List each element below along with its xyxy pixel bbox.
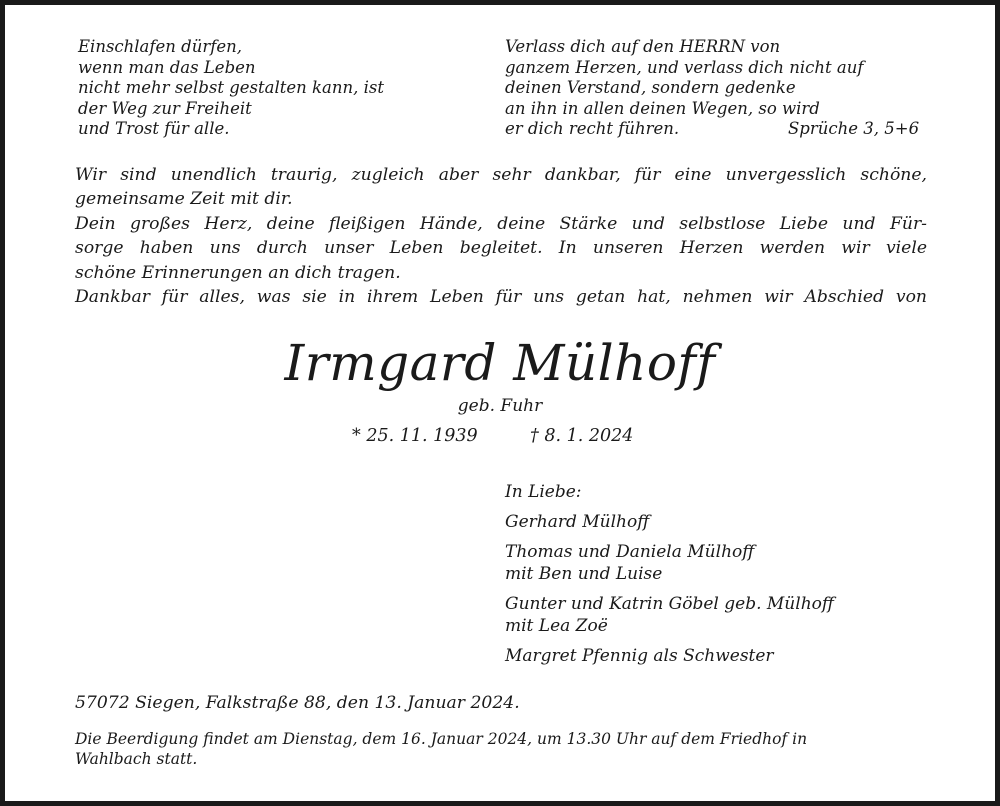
death-date: † 8. 1. 2024 — [530, 426, 634, 446]
funeral-line: Wahlbach statt. — [75, 749, 198, 768]
verse-reference: Sprüche 3, 5+6 — [788, 119, 920, 139]
message-line: sorge haben uns durch unser Leben begleitet. In unseren Herzen werden wir viele — [75, 238, 927, 259]
message-line: Wir sind unendlich traurig, zugleich aber sehr dankbar, für eine unvergesslich schöne, — [75, 165, 927, 185]
mourners-intro: In Liebe: — [505, 482, 582, 502]
mourner-name: Gunter und Katrin Göbel geb. Mülhoff — [505, 594, 834, 614]
verse-right-line: deinen Verstand, sondern gedenke — [505, 78, 796, 98]
birth-name: geb. Fuhr — [457, 396, 543, 416]
verse-left-line: wenn man das Leben — [78, 57, 256, 77]
mourner-name: Thomas und Daniela Mülhoff — [505, 542, 755, 562]
birth-date: * 25. 11. 1939 — [352, 426, 478, 446]
funeral-notice — [75, 730, 927, 769]
message — [75, 163, 927, 309]
message-line: Dankbar für alles, was sie in ihrem Leben für uns getan hat, nehmen wir Abschied von — [75, 286, 927, 307]
verse-left-line: nicht mehr selbst gestalten kann, ist — [78, 78, 384, 98]
message-line: schöne Erinnerungen an dich tragen. — [75, 262, 401, 283]
verse-left-line: Einschlafen dürfen, — [78, 37, 242, 56]
message-line: gemeinsame Zeit mit dir. — [75, 189, 293, 210]
verse-right — [505, 37, 920, 140]
verse-right-line: an ihn in allen deinen Wegen, so wird — [505, 98, 820, 118]
place-and-date: 57072 Siegen, Falkstraße 88, den 13. Januar 2024. — [75, 693, 520, 713]
mourner-name: Gerhard Mülhoff — [505, 512, 650, 532]
verse-left-line: der Weg zur Freiheit — [78, 98, 252, 118]
verse-right-line — [505, 119, 920, 140]
mourners-list — [505, 481, 834, 667]
verse-left-line: und Trost für alle. — [78, 119, 230, 139]
mourner-name: mit Lea Zoë — [505, 616, 608, 636]
mourner-name: mit Ben und Luise — [505, 564, 663, 584]
mourner-name: Margret Pfennig als Schwester — [505, 646, 774, 666]
verse-right-line: Verlass dich auf den HERRN von — [505, 37, 781, 56]
deceased-name: Irmgard Mülhoff — [284, 334, 716, 392]
message-line: Dein großes Herz, deine fleißigen Hände, deine Stärke und selbstlose Liebe und Für- — [75, 213, 927, 234]
verse-right-line: ganzem Herzen, und verlass dich nicht auf — [505, 57, 864, 77]
funeral-line: Die Beerdigung findet am Dienstag, dem 16. Januar 2024, um 13.30 Uhr auf dem Friedhof in — [75, 730, 808, 748]
verse-left — [78, 37, 384, 140]
verse-right-last-text: er dich recht führen. — [505, 119, 680, 139]
